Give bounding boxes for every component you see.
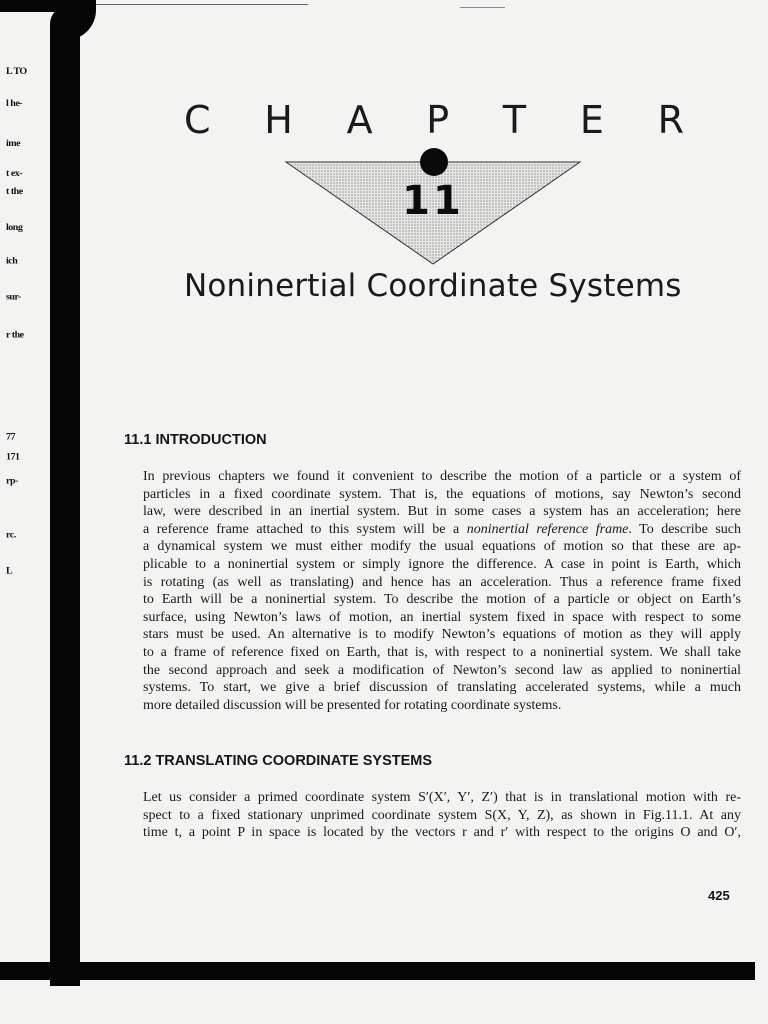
margin-fragment: l he- — [6, 98, 23, 109]
text-line: surface, using Newton’s laws of motion, an inertial system fixed in space with respect to some — [143, 609, 741, 625]
margin-fragment: 77 — [6, 432, 15, 443]
text-run: . To describe such — [628, 521, 741, 537]
chapter-title: Noninertial Coordinate Systems — [184, 268, 682, 304]
chapter-letter: R — [657, 98, 684, 142]
scan-rule — [460, 7, 505, 8]
chapter-letter: T — [502, 98, 527, 142]
book-spine-shadow — [58, 0, 96, 40]
text-line: particles in a fixed coordinate system. That is, the equations of motions, say Newton’s second — [143, 486, 741, 502]
margin-fragment: r the — [6, 330, 24, 341]
margin-fragment: ich — [6, 256, 18, 267]
text-line: In previous chapters we found it convenient to describe the motion of a particle or a system of — [143, 469, 741, 484]
chapter-letter: H — [264, 98, 293, 142]
text-line: systems. To start, we give a brief discussion of translating accelerated systems, while a much — [143, 680, 741, 696]
margin-fragment: ime — [6, 138, 21, 149]
text-line: plicable to a noninertial system or simply ignore the difference. A case in point is Earth, which — [143, 556, 741, 572]
section-heading: 11.2 TRANSLATING COORDINATE SYSTEMS — [124, 753, 433, 769]
chapter-letter: P — [426, 98, 450, 142]
scan-shadow-bottom — [0, 962, 755, 980]
margin-fragment: L — [6, 566, 13, 577]
book-spine-shadow — [50, 6, 80, 986]
chapter-letter: C — [184, 98, 211, 142]
margin-fragment: rc. — [6, 530, 16, 541]
margin-fragment: long — [6, 222, 23, 233]
paragraph — [143, 789, 741, 842]
chapter-word — [184, 98, 684, 142]
margin-fragment: t the — [6, 186, 23, 197]
chapter-number: 11 — [402, 178, 464, 224]
margin-fragment: t ex- — [6, 168, 23, 179]
paragraph — [143, 468, 741, 714]
text-line: the second approach and seek a modification of Newton’s second law as applied to noninertial — [143, 662, 741, 678]
text-line: spect to a fixed stationary unprimed coordinate system S(X, Y, Z), as shown in Fig.11.1. At any — [143, 807, 741, 823]
text-line: time t, a point P in space is located by the vectors r and r′ with respect to the origins O and O′, — [143, 825, 741, 841]
text-line: a dynamical system we must either modify the usual equations of motion so that these are ap- — [143, 539, 741, 555]
text-line: stars must be used. An alternative is to modify Newton’s equations of motion as they will apply — [143, 627, 741, 643]
text-line: law, were described in an inertial system. But in some cases a system has an acceleration; here — [143, 504, 741, 520]
text-line: is rotating (as well as translating) and hence has an acceleration. Thus a reference frame fixed — [143, 574, 741, 590]
text-line — [143, 521, 741, 539]
margin-fragment: 171 — [6, 452, 20, 463]
chapter-letter: A — [346, 98, 373, 142]
italic-term: noninertial reference frame — [466, 521, 629, 537]
chapter-letter: E — [579, 98, 604, 142]
margin-fragment: L TO — [6, 66, 27, 77]
scan-rule — [88, 4, 308, 5]
section-heading: 11.1 INTRODUCTION — [124, 432, 267, 448]
text-line: Let us consider a primed coordinate system S′(X′, Y′, Z′) that is in translational motion with re- — [143, 790, 741, 805]
page-number: 425 — [708, 888, 730, 903]
text-line: to a frame of reference fixed on Earth, that is, with respect to a noninertial system. We shall take — [143, 644, 741, 660]
margin-fragment: rp- — [6, 476, 18, 487]
chapter-dot-icon — [420, 148, 448, 176]
text-run: a reference frame attached to this system will be a — [143, 521, 467, 537]
text-line: to Earth will be a noninertial system. To describe the motion of a particle or object on Earth’s — [143, 592, 741, 608]
margin-fragment: sur- — [6, 292, 21, 303]
text-line: more detailed discussion will be presented for rotating coordinate systems. — [143, 697, 562, 713]
